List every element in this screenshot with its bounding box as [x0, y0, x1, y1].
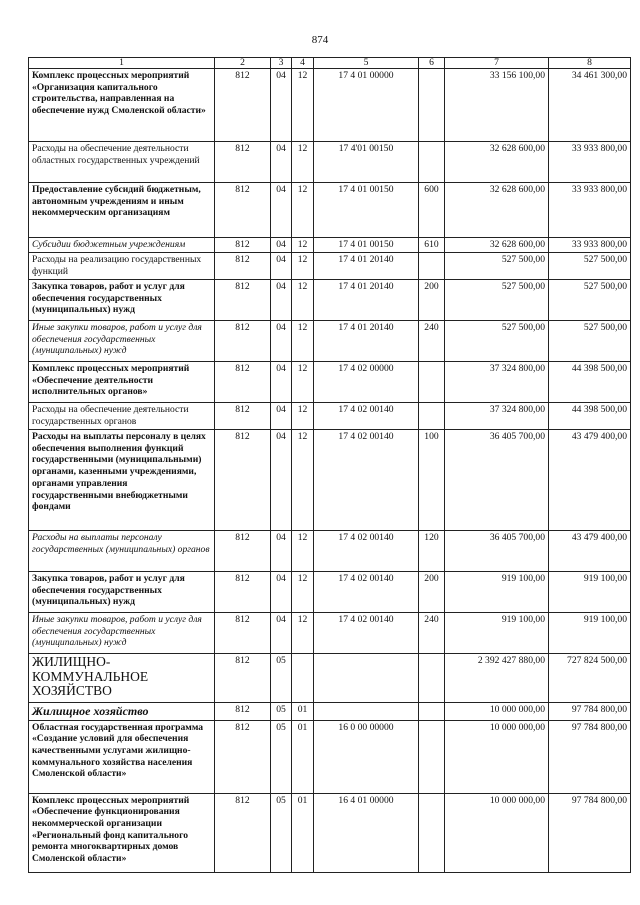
row-target-article: 16 0 00 00000 — [314, 720, 419, 793]
table-row — [29, 362, 631, 403]
row-amount-year2: 33 933 800,00 — [549, 238, 631, 253]
row-expense-type: 200 — [419, 572, 445, 613]
row-target-article: 17 4'01 00150 — [314, 142, 419, 183]
row-amount-year1: 37 324 800,00 — [445, 362, 549, 403]
row-target-article — [314, 703, 419, 721]
row-amount-year1: 33 156 100,00 — [445, 69, 549, 142]
row-section-code: 04 — [271, 531, 292, 572]
row-amount-year1: 37 324 800,00 — [445, 403, 549, 430]
row-name: Закупка товаров, работ и услуг для обеспечения государственных (муниципальных) нужд — [29, 572, 215, 613]
row-section-code: 04 — [271, 142, 292, 183]
row-subsection-code: 01 — [292, 793, 314, 872]
row-target-article: 17 4 01 20140 — [314, 253, 419, 280]
row-name: Иные закупки товаров, работ и услуг для обеспечения государственных (муниципальных) нужд — [29, 613, 215, 654]
row-expense-type — [419, 720, 445, 793]
row-amount-year1: 919 100,00 — [445, 572, 549, 613]
row-amount-year2: 33 933 800,00 — [549, 183, 631, 238]
row-subsection-code: 12 — [292, 572, 314, 613]
row-amount-year1: 10 000 000,00 — [445, 793, 549, 872]
row-subsection-code: 12 — [292, 403, 314, 430]
row-subsection-code: 12 — [292, 362, 314, 403]
row-amount-year2: 527 500,00 — [549, 253, 631, 280]
table-row — [29, 613, 631, 654]
table-row — [29, 403, 631, 430]
row-name: Комплекс процессных мероприятий «Обеспечение функционирования некоммерческой организации «Региональный фонд капитального ремонта многоквартирных домов Смоленской области» — [29, 793, 215, 872]
row-admin-code: 812 — [215, 142, 271, 183]
row-subsection-code: 12 — [292, 613, 314, 654]
table-row — [29, 720, 631, 793]
row-subsection-code: 12 — [292, 253, 314, 280]
row-name: Расходы на обеспечение деятельности государственных органов — [29, 403, 215, 430]
row-name: Расходы на выплаты персоналу государственных (муниципальных) органов — [29, 531, 215, 572]
column-header-8: 8 — [549, 58, 631, 69]
column-header-5: 5 — [314, 58, 419, 69]
row-amount-year2: 919 100,00 — [549, 613, 631, 654]
row-section-code: 05 — [271, 720, 292, 793]
row-target-article: 17 4 01 20140 — [314, 321, 419, 362]
row-subsection-code: 12 — [292, 430, 314, 531]
row-target-article: 17 4 02 00140 — [314, 572, 419, 613]
row-section-code: 04 — [271, 253, 292, 280]
table-row — [29, 430, 631, 531]
row-admin-code: 812 — [215, 531, 271, 572]
row-expense-type — [419, 703, 445, 721]
row-amount-year2: 727 824 500,00 — [549, 654, 631, 703]
budget-table — [28, 57, 631, 873]
row-section-code: 04 — [271, 403, 292, 430]
row-admin-code: 812 — [215, 572, 271, 613]
row-target-article: 17 4 02 00140 — [314, 613, 419, 654]
row-section-code: 04 — [271, 362, 292, 403]
table-row — [29, 253, 631, 280]
row-target-article: 17 4 02 00140 — [314, 531, 419, 572]
row-target-article: 17 4 01 20140 — [314, 280, 419, 321]
table-row — [29, 793, 631, 872]
row-admin-code: 812 — [215, 253, 271, 280]
row-name: Предоставление субсидий бюджетным, автономным учреждениям и иным некоммерческим организациям — [29, 183, 215, 238]
row-admin-code: 812 — [215, 321, 271, 362]
row-admin-code: 812 — [215, 362, 271, 403]
row-subsection-code — [292, 654, 314, 703]
row-amount-year1: 32 628 600,00 — [445, 183, 549, 238]
row-admin-code: 812 — [215, 403, 271, 430]
row-expense-type — [419, 403, 445, 430]
row-admin-code: 812 — [215, 280, 271, 321]
row-target-article: 17 4 01 00150 — [314, 183, 419, 238]
row-section-code: 04 — [271, 280, 292, 321]
row-section-code: 04 — [271, 183, 292, 238]
row-admin-code: 812 — [215, 613, 271, 654]
table-row — [29, 280, 631, 321]
row-admin-code: 812 — [215, 238, 271, 253]
row-admin-code: 812 — [215, 654, 271, 703]
row-amount-year1: 32 628 600,00 — [445, 238, 549, 253]
row-amount-year1: 10 000 000,00 — [445, 703, 549, 721]
row-amount-year1: 527 500,00 — [445, 253, 549, 280]
table-row — [29, 142, 631, 183]
column-header-2: 2 — [215, 58, 271, 69]
row-section-code: 04 — [271, 613, 292, 654]
row-section-code: 04 — [271, 321, 292, 362]
row-expense-type — [419, 654, 445, 703]
table-row — [29, 572, 631, 613]
row-name: Расходы на обеспечение деятельности областных государственных учреждений — [29, 142, 215, 183]
row-amount-year2: 527 500,00 — [549, 280, 631, 321]
row-expense-type: 240 — [419, 321, 445, 362]
row-amount-year1: 919 100,00 — [445, 613, 549, 654]
row-name: ЖИЛИЩНО-КОММУНАЛЬНОЕ ХОЗЯЙСТВО — [29, 654, 215, 703]
row-target-article: 16 4 01 00000 — [314, 793, 419, 872]
row-subsection-code: 12 — [292, 531, 314, 572]
column-header-3: 3 — [271, 58, 292, 69]
row-subsection-code: 12 — [292, 238, 314, 253]
row-target-article: 17 4 01 00000 — [314, 69, 419, 142]
table-row — [29, 69, 631, 142]
row-amount-year2: 43 479 400,00 — [549, 531, 631, 572]
column-header-7: 7 — [445, 58, 549, 69]
row-target-article: 17 4 02 00000 — [314, 362, 419, 403]
row-name: Комплекс процессных мероприятий «Организация капитального строительства, направленная на обеспечение нужд Смоленской области» — [29, 69, 215, 142]
row-amount-year1: 36 405 700,00 — [445, 430, 549, 531]
row-amount-year2: 43 479 400,00 — [549, 430, 631, 531]
row-expense-type: 120 — [419, 531, 445, 572]
row-expense-type: 600 — [419, 183, 445, 238]
row-section-code: 04 — [271, 572, 292, 613]
row-section-code: 05 — [271, 703, 292, 721]
row-amount-year2: 97 784 800,00 — [549, 720, 631, 793]
column-header-1: 1 — [29, 58, 215, 69]
row-admin-code: 812 — [215, 793, 271, 872]
row-target-article: 17 4 02 00140 — [314, 430, 419, 531]
row-name: Комплекс процессных мероприятий «Обеспечение деятельности исполнительных органов» — [29, 362, 215, 403]
row-amount-year1: 2 392 427 880,00 — [445, 654, 549, 703]
row-amount-year2: 919 100,00 — [549, 572, 631, 613]
row-amount-year1: 32 628 600,00 — [445, 142, 549, 183]
row-admin-code: 812 — [215, 430, 271, 531]
row-expense-type — [419, 142, 445, 183]
row-expense-type — [419, 793, 445, 872]
row-amount-year2: 44 398 500,00 — [549, 403, 631, 430]
table-row — [29, 531, 631, 572]
row-expense-type — [419, 69, 445, 142]
row-amount-year1: 527 500,00 — [445, 321, 549, 362]
row-name: Иные закупки товаров, работ и услуг для обеспечения государственных (муниципальных) нужд — [29, 321, 215, 362]
row-name: Расходы на выплаты персоналу в целях обеспечения выполнения функций государственными (муниципальными) органами, казенными учреждениями, органами управления государственными внебюджетными фондами — [29, 430, 215, 531]
row-subsection-code: 12 — [292, 280, 314, 321]
table-row — [29, 703, 631, 721]
row-name: Субсидии бюджетным учреждениям — [29, 238, 215, 253]
table-body — [29, 58, 631, 873]
page-number: 874 — [311, 34, 329, 46]
row-target-article — [314, 654, 419, 703]
column-header-6: 6 — [419, 58, 445, 69]
row-admin-code: 812 — [215, 69, 271, 142]
row-admin-code: 812 — [215, 183, 271, 238]
row-expense-type: 240 — [419, 613, 445, 654]
row-expense-type: 610 — [419, 238, 445, 253]
column-number-header-row — [29, 58, 631, 69]
row-subsection-code: 12 — [292, 321, 314, 362]
row-name: Закупка товаров, работ и услуг для обеспечения государственных (муниципальных) нужд — [29, 280, 215, 321]
row-subsection-code: 12 — [292, 69, 314, 142]
row-amount-year2: 34 461 300,00 — [549, 69, 631, 142]
row-amount-year2: 97 784 800,00 — [549, 703, 631, 721]
row-section-code: 04 — [271, 238, 292, 253]
row-name: Расходы на реализацию государственных функций — [29, 253, 215, 280]
row-admin-code: 812 — [215, 720, 271, 793]
row-expense-type — [419, 362, 445, 403]
row-subsection-code: 01 — [292, 703, 314, 721]
row-section-code: 05 — [271, 793, 292, 872]
row-amount-year2: 97 784 800,00 — [549, 793, 631, 872]
row-section-code: 04 — [271, 430, 292, 531]
row-amount-year1: 10 000 000,00 — [445, 720, 549, 793]
column-header-4: 4 — [292, 58, 314, 69]
table-row — [29, 183, 631, 238]
row-expense-type: 200 — [419, 280, 445, 321]
row-amount-year2: 527 500,00 — [549, 321, 631, 362]
row-subsection-code: 12 — [292, 183, 314, 238]
row-amount-year2: 44 398 500,00 — [549, 362, 631, 403]
row-target-article: 17 4 02 00140 — [314, 403, 419, 430]
row-amount-year2: 33 933 800,00 — [549, 142, 631, 183]
row-amount-year1: 527 500,00 — [445, 280, 549, 321]
row-subsection-code: 01 — [292, 720, 314, 793]
row-subsection-code: 12 — [292, 142, 314, 183]
row-section-code: 04 — [271, 69, 292, 142]
row-name: Областная государственная программа «Создание условий для обеспечения качественными услугами жилищно-коммунального хозяйства населения Смоленской области» — [29, 720, 215, 793]
row-name: Жилищное хозяйство — [29, 703, 215, 721]
row-amount-year1: 36 405 700,00 — [445, 531, 549, 572]
row-section-code: 05 — [271, 654, 292, 703]
table-row — [29, 321, 631, 362]
row-admin-code: 812 — [215, 703, 271, 721]
row-expense-type — [419, 253, 445, 280]
table-row — [29, 654, 631, 703]
row-target-article: 17 4 01 00150 — [314, 238, 419, 253]
row-expense-type: 100 — [419, 430, 445, 531]
table-row — [29, 238, 631, 253]
